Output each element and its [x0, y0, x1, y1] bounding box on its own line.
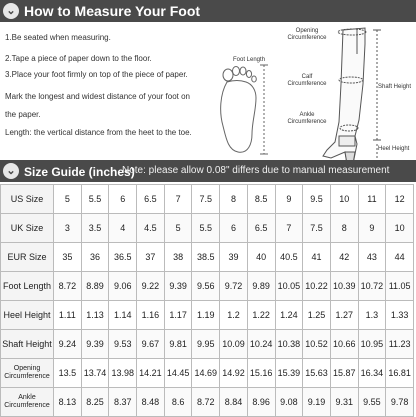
- table-cell: 6: [220, 214, 248, 243]
- table-cell: 8: [220, 185, 248, 214]
- table-cell: 14.45: [164, 359, 192, 388]
- table-cell: 1.14: [109, 301, 137, 330]
- measure-header: [0, 0, 416, 22]
- table-cell: 5: [54, 185, 82, 214]
- row-label: Ankle Circumference: [1, 388, 54, 417]
- row-label: Opening Circumference: [1, 359, 54, 388]
- table-cell: 10.72: [358, 272, 386, 301]
- table-cell: 10: [330, 185, 358, 214]
- table-cell: 5.5: [192, 214, 220, 243]
- table-row: [1, 214, 414, 243]
- table-cell: 6.5: [137, 185, 165, 214]
- table-row: [1, 272, 414, 301]
- table-cell: 35: [54, 243, 82, 272]
- step-6: Length: the vertical distance from the heet to the toe.: [5, 128, 192, 137]
- table-cell: 9.06: [109, 272, 137, 301]
- table-cell: 37: [137, 243, 165, 272]
- step-5: the paper.: [5, 110, 41, 119]
- table-cell: 14.92: [220, 359, 248, 388]
- ankle-circumference-label: Ankle Circumference: [287, 112, 327, 125]
- table-cell: 10.09: [220, 330, 248, 359]
- table-cell: 8.13: [54, 388, 82, 417]
- chevron-down-icon: ⌄: [3, 3, 19, 19]
- row-label: Heel Height: [1, 301, 54, 330]
- table-cell: 9.78: [386, 388, 414, 417]
- table-cell: 7: [164, 185, 192, 214]
- table-cell: 10: [386, 214, 414, 243]
- step-4: Mark the longest and widest distance of your foot on: [5, 92, 190, 101]
- table-cell: 14.69: [192, 359, 220, 388]
- table-cell: 9.24: [54, 330, 82, 359]
- row-label: Shaft Height: [1, 330, 54, 359]
- table-cell: 15.63: [303, 359, 331, 388]
- table-cell: 38.5: [192, 243, 220, 272]
- size-guide-note: Note: please allow 0.08" differs due to manual measurement: [122, 165, 390, 176]
- step-2: 2.Tape a piece of paper down to the floor.: [5, 54, 152, 63]
- table-cell: 8.96: [247, 388, 275, 417]
- size-table: [0, 184, 414, 417]
- table-cell: 15.16: [247, 359, 275, 388]
- table-cell: 8.25: [81, 388, 109, 417]
- table-cell: 10.66: [330, 330, 358, 359]
- table-cell: 1.22: [247, 301, 275, 330]
- table-cell: 9.55: [358, 388, 386, 417]
- table-cell: 6.5: [247, 214, 275, 243]
- table-cell: 4.5: [137, 214, 165, 243]
- table-cell: 42: [330, 243, 358, 272]
- table-cell: 8.72: [54, 272, 82, 301]
- table-cell: 9.22: [137, 272, 165, 301]
- table-cell: 10.95: [358, 330, 386, 359]
- table-row: [1, 388, 414, 417]
- table-cell: 7.5: [303, 214, 331, 243]
- table-row: [1, 301, 414, 330]
- measure-title: How to Measure Your Foot: [24, 3, 201, 19]
- table-cell: 8.48: [137, 388, 165, 417]
- table-row: [1, 330, 414, 359]
- table-cell: 9.08: [275, 388, 303, 417]
- table-cell: 9.81: [164, 330, 192, 359]
- table-cell: 8.6: [164, 388, 192, 417]
- table-cell: 36.5: [109, 243, 137, 272]
- table-cell: 9.89: [247, 272, 275, 301]
- table-cell: 9.95: [192, 330, 220, 359]
- step-1: 1.Be seated when measuring.: [5, 33, 111, 42]
- table-cell: 1.17: [164, 301, 192, 330]
- table-cell: 8.37: [109, 388, 137, 417]
- table-cell: 7: [275, 214, 303, 243]
- table-cell: 1.3: [358, 301, 386, 330]
- opening-circumference-label: Opening Circumference: [287, 28, 327, 41]
- table-cell: 8.5: [247, 185, 275, 214]
- table-cell: 10.38: [275, 330, 303, 359]
- boot-illustration-icon: [285, 24, 415, 180]
- heel-height-label: Heel Height: [378, 146, 410, 152]
- row-label: US Size: [1, 185, 54, 214]
- table-cell: 11.23: [386, 330, 414, 359]
- table-cell: 1.19: [192, 301, 220, 330]
- table-row: [1, 359, 414, 388]
- table-cell: 16.34: [358, 359, 386, 388]
- table-cell: 16.81: [386, 359, 414, 388]
- table-cell: 7.5: [192, 185, 220, 214]
- table-cell: 8.89: [81, 272, 109, 301]
- table-cell: 10.05: [275, 272, 303, 301]
- table-cell: 15.87: [330, 359, 358, 388]
- table-cell: 41: [303, 243, 331, 272]
- table-cell: 1.11: [54, 301, 82, 330]
- table-cell: 12: [386, 185, 414, 214]
- row-label: UK Size: [1, 214, 54, 243]
- table-cell: 39: [220, 243, 248, 272]
- table-cell: 43: [358, 243, 386, 272]
- table-cell: 1.13: [81, 301, 109, 330]
- table-cell: 15.39: [275, 359, 303, 388]
- size-guide-title: Size Guide (inches): [24, 165, 135, 179]
- size-guide-header: [0, 160, 416, 182]
- table-cell: 9: [358, 214, 386, 243]
- row-label: EUR Size: [1, 243, 54, 272]
- chevron-down-icon: ⌄: [3, 163, 19, 179]
- table-cell: 8: [330, 214, 358, 243]
- table-cell: 13.5: [54, 359, 82, 388]
- table-cell: 9.56: [192, 272, 220, 301]
- table-cell: 8.84: [220, 388, 248, 417]
- table-cell: 9.67: [137, 330, 165, 359]
- table-cell: 38: [164, 243, 192, 272]
- table-row: [1, 243, 414, 272]
- table-cell: 13.74: [81, 359, 109, 388]
- table-cell: 9.39: [164, 272, 192, 301]
- table-cell: 10.24: [247, 330, 275, 359]
- table-cell: 5: [164, 214, 192, 243]
- table-cell: 1.2: [220, 301, 248, 330]
- table-cell: 40.5: [275, 243, 303, 272]
- table-cell: 9.31: [330, 388, 358, 417]
- foot-outline-icon: [210, 62, 276, 162]
- table-cell: 1.16: [137, 301, 165, 330]
- table-cell: 8.72: [192, 388, 220, 417]
- table-cell: 4: [109, 214, 137, 243]
- table-cell: 9: [275, 185, 303, 214]
- table-cell: 11.05: [386, 272, 414, 301]
- table-cell: 5.5: [81, 185, 109, 214]
- calf-circumference-label: Calf Circumference: [287, 74, 327, 87]
- table-cell: 9.19: [303, 388, 331, 417]
- table-cell: 10.52: [303, 330, 331, 359]
- table-cell: 11: [358, 185, 386, 214]
- table-cell: 9.72: [220, 272, 248, 301]
- table-row: [1, 185, 414, 214]
- table-cell: 1.25: [303, 301, 331, 330]
- row-label: Foot Length: [1, 272, 54, 301]
- table-cell: 3.5: [81, 214, 109, 243]
- shaft-height-label: Shaft Height: [378, 84, 412, 90]
- foot-length-label: Foot Length: [233, 57, 266, 63]
- table-cell: 9.39: [81, 330, 109, 359]
- table-cell: 10.22: [303, 272, 331, 301]
- table-cell: 1.24: [275, 301, 303, 330]
- table-cell: 40: [247, 243, 275, 272]
- table-cell: 13.98: [109, 359, 137, 388]
- table-cell: 10.39: [330, 272, 358, 301]
- table-cell: 9.5: [303, 185, 331, 214]
- table-cell: 44: [386, 243, 414, 272]
- step-3: 3.Place your foot firmly on top of the piece of paper.: [5, 70, 188, 79]
- table-cell: 9.53: [109, 330, 137, 359]
- table-cell: 1.27: [330, 301, 358, 330]
- table-cell: 1.33: [386, 301, 414, 330]
- table-cell: 36: [81, 243, 109, 272]
- table-cell: 14.21: [137, 359, 165, 388]
- table-cell: 6: [109, 185, 137, 214]
- table-cell: 3: [54, 214, 82, 243]
